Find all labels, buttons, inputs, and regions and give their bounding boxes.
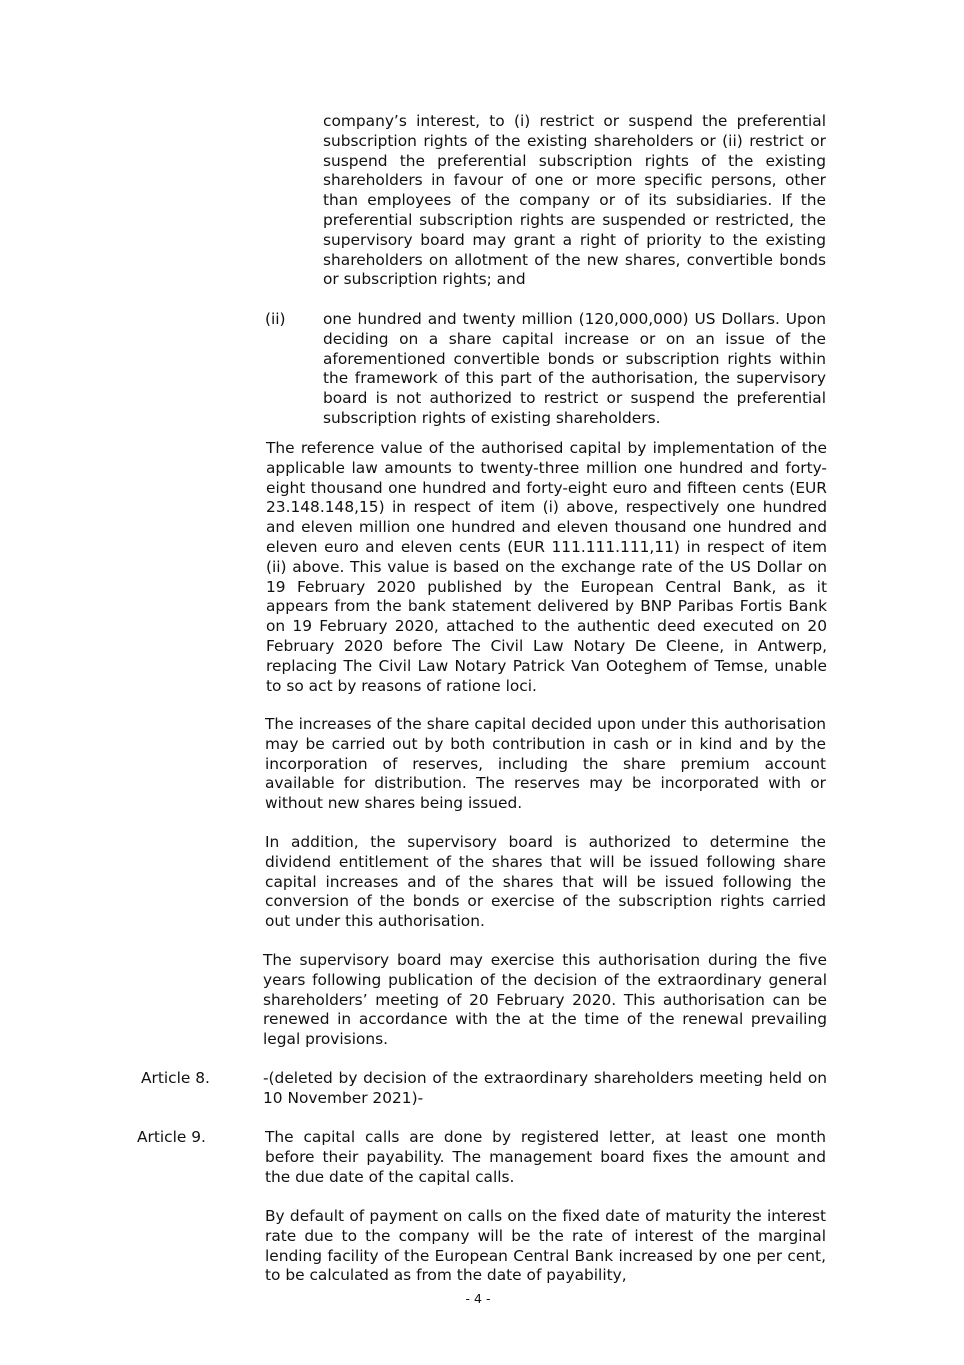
capital-increases-paragraph: The increases of the share capital decided upon under this authorisation may be carried out by both contribution in cash or in kind and by the incorporation of reserves, including the share premium account available for distribution. The reserves may be incorporated with or without new shares being issued. bbox=[265, 715, 826, 813]
authorisation-exercise-paragraph: The supervisory board may exercise this authorisation during the five years following publication of the decision of the extraordinary general shareholders’ meeting of 20 February 2020. This authorisation can be renewed in accordance with the at the time of the renewal prevailing legal provisions. bbox=[263, 951, 827, 1049]
article-8-text: -(deleted by decision of the extraordinary shareholders meeting held on 10 November 2021)- bbox=[263, 1069, 827, 1107]
page-number: - 4 - bbox=[465, 1291, 491, 1306]
article-9-label: Article 9. bbox=[137, 1128, 206, 1146]
article-9-text: The capital calls are done by registered letter, at least one month before their payability. The management board fixes the amount and the due date of the capital calls. bbox=[265, 1128, 826, 1186]
reference-value-paragraph: The reference value of the authorised capital by implementation of the applicable law amounts to twenty-three million one hundred and forty-eight thousand one hundred and forty-eight euro and fifteen cents (EUR 23.148.148,15) in respect of item (i) above, respectively one hundred and eleven million one hundred and eleven thousand one hundred and eleven euro and eleven cents (EUR 111.111.111,11) in respect of item (ii) above. This value is based on the exchange rate of the US Dollar on 19 February 2020 published by the European Central Bank, as it appears from the bank statement delivered by BNP Paribas Fortis Bank on 19 February 2020, attached to the authentic deed executed on 20 February 2020 before The Civil Law Notary De Cleene, in Antwerp, replacing The Civil Law Notary Patrick Van Ooteghem of Temse, unable to so act by reasons of ratione loci. bbox=[266, 439, 827, 695]
item-ii-text: one hundred and twenty million (120,000,000) US Dollars. Upon deciding on a share capital increase or on an issue of the aforementioned convertible bonds or subscription rights within the framework of this part of the authorisation, the supervisory board is not authorized to restrict or suspend the preferential subscription rights of existing shareholders. bbox=[323, 310, 826, 427]
article-8-label: Article 8. bbox=[141, 1069, 210, 1087]
article-9-continuation: By default of payment on calls on the fixed date of maturity the interest rate due to the company will be the rate of interest of the marginal lending facility of the European Central Bank increased by one per cent, to be calculated as from the date of payability, bbox=[265, 1207, 826, 1285]
continuation-paragraph: company’s interest, to (i) restrict or suspend the preferential subscription rights of the existing shareholders or (ii) restrict or suspend the preferential subscription rights of the existing shareholders in favour of one or more specific persons, other than employees of the company or of its subsidiaries. If the preferential subscription rights are suspended or restricted, the supervisory board may grant a right of priority to the existing shareholders on allotment of the new shares, convertible bonds or subscription rights; and bbox=[323, 112, 826, 289]
dividend-entitlement-paragraph: In addition, the supervisory board is authorized to determine the dividend entitlement of the shares that will be issued following share capital increases and of the shares that will be issued following the conversion of the bonds or exercise of the subscription rights carried out under this authorisation. bbox=[265, 833, 826, 931]
item-ii-label: (ii) bbox=[265, 310, 286, 328]
